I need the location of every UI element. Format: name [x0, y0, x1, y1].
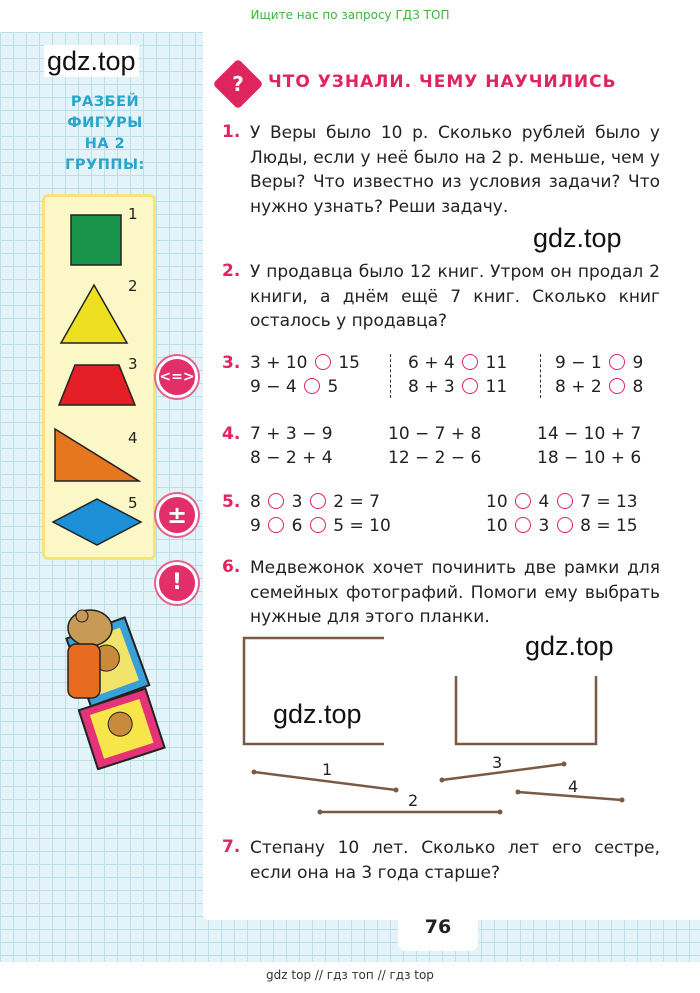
top-banner: Ищите нас по запросу ГДЗ ТОП — [0, 0, 700, 32]
answer-circle[interactable] — [515, 493, 531, 509]
shapes-box — [42, 194, 156, 560]
task-number: 2. — [222, 261, 241, 281]
bottom-banner: gdz top // гдз топ // гдз top — [0, 962, 700, 993]
answer-circle[interactable] — [462, 378, 478, 394]
expression: 14 − 10 + 7 — [537, 424, 642, 444]
expression: 8 − 2 + 4 — [250, 448, 333, 468]
divider — [390, 354, 391, 398]
task-number: 5. — [222, 492, 241, 512]
expression: 7 + 3 − 9 — [250, 424, 333, 444]
expression: 6 + 4 11 — [408, 353, 508, 373]
task-number: 6. — [222, 557, 241, 577]
watermark: gdz.top — [44, 45, 139, 77]
trapezoid-shape — [57, 363, 137, 407]
sidebar-heading: РАЗБЕЙ ФИГУРЫ НА 2 ГРУППЫ: — [65, 94, 145, 173]
divider — [540, 354, 541, 398]
plank-label: 4 — [568, 777, 579, 796]
task-number: 7. — [222, 837, 241, 857]
answer-circle[interactable] — [268, 517, 284, 533]
shape-number: 5 — [128, 494, 138, 512]
compare-sign-icon: <=> — [156, 356, 198, 398]
task-6-text: Медвежонок хочет починить две рамки для семейных фотографий. Помоги ему выбрать нужные для этого планки. — [250, 558, 660, 627]
expression: 9 6 5 = 10 — [250, 516, 391, 536]
frame-right — [456, 676, 596, 744]
expression: 12 − 2 − 6 — [388, 448, 482, 468]
answer-circle[interactable] — [268, 493, 284, 509]
plank-3 — [442, 764, 564, 780]
expression: 9 − 1 9 — [555, 353, 644, 373]
answer-circle[interactable] — [315, 354, 331, 370]
expression: 18 − 10 + 6 — [537, 448, 642, 468]
answer-circle[interactable] — [310, 493, 326, 509]
page-heading: ЧТО УЗНАЛИ. ЧЕМУ НАУЧИЛИСЬ — [268, 72, 617, 92]
question-mark: ? — [232, 72, 244, 96]
watermark: gdz.top — [270, 698, 365, 730]
plank-label: 3 — [492, 753, 503, 772]
task-1-text: У Веры было 10 р. Сколько рублей было у Люды, если у неё было на 2 р. меньше, чем у Веры? Что известно из условия задачи? Что нужно узнать? Реши задачу. — [250, 123, 660, 217]
plus-minus-sign-icon: ± — [156, 494, 198, 536]
shape-number: 1 — [128, 205, 138, 223]
triangle-shape — [59, 283, 129, 345]
answer-circle[interactable] — [609, 378, 625, 394]
answer-circle[interactable] — [462, 354, 478, 370]
expression: 10 − 7 + 8 — [388, 424, 482, 444]
bear-with-photos-illustration — [52, 598, 172, 770]
plank-label: 2 — [408, 791, 419, 810]
expression: 9 − 4 5 — [250, 377, 339, 397]
task-number: 4. — [222, 424, 241, 444]
plank-label: 1 — [322, 760, 333, 779]
expression: 10 3 8 = 15 — [486, 516, 638, 536]
expression: 8 + 2 8 — [555, 377, 644, 397]
shape-number: 2 — [128, 277, 138, 295]
shape-number: 3 — [128, 355, 138, 373]
answer-circle[interactable] — [557, 517, 573, 533]
task-7-text: Степану 10 лет. Сколько лет его сестре, если она на 3 года старше? — [250, 838, 660, 883]
watermark: gdz.top — [522, 630, 617, 662]
task-2-text: У продавца было 12 книг. Утром он продал 2 книги, а днём ещё 7 книг. Сколько книг осталось у продавца? — [250, 262, 660, 331]
answer-circle[interactable] — [557, 493, 573, 509]
expression: 8 + 3 11 — [408, 377, 508, 397]
task-number: 3. — [222, 353, 241, 373]
shape-number: 4 — [128, 429, 138, 447]
expression: 8 3 2 = 7 — [250, 492, 380, 512]
answer-circle[interactable] — [304, 378, 320, 394]
task-number: 1. — [222, 122, 241, 142]
page-number: 76 — [398, 903, 478, 951]
watermark: gdz.top — [530, 222, 625, 254]
square-shape — [69, 213, 123, 267]
exclamation-sign-icon: ! — [156, 562, 198, 604]
answer-circle[interactable] — [515, 517, 531, 533]
expression: 3 + 10 15 — [250, 353, 360, 373]
expression: 10 4 7 = 13 — [486, 492, 638, 512]
answer-circle[interactable] — [609, 354, 625, 370]
answer-circle[interactable] — [310, 517, 326, 533]
